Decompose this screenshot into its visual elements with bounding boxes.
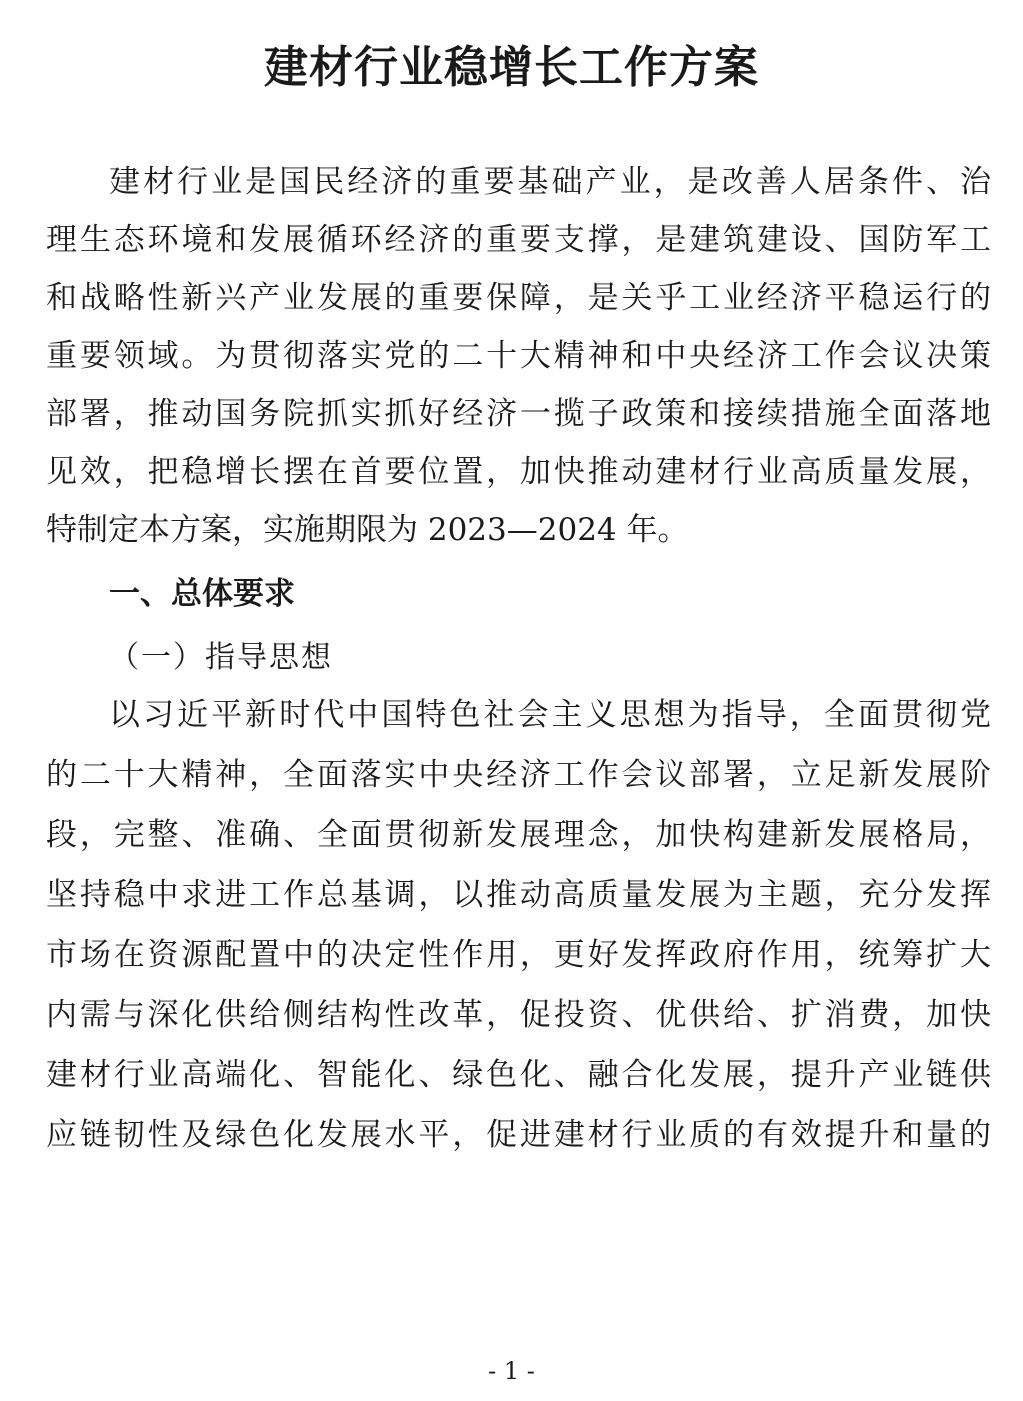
paragraph-line: 建材行业是国民经济的重要基础产业，是改善人居条件、治: [109, 164, 991, 200]
paragraph-line: 应链韧性及绿色化发展水平，促进建材行业质的有效提升和量的: [46, 1117, 991, 1153]
paragraph-line: 部署，推动国务院抓实抓好经济一揽子政策和接续措施全面落地: [46, 396, 991, 432]
paragraph-line: 重要领域。为贯彻落实党的二十大精神和中央经济工作会议决策: [46, 338, 991, 374]
page-number: - 1 -: [488, 1357, 535, 1385]
subsection-heading: （一）指导思想: [109, 640, 333, 675]
paragraph-line: 内需与深化供给侧结构性改革，促投资、优供给、扩消费，加快: [46, 997, 991, 1033]
paragraph-line: 建材行业高端化、智能化、绿色化、融合化发展，提升产业链供: [46, 1057, 991, 1093]
document-title: 建材行业稳增长工作方案: [264, 42, 759, 93]
paragraph-line: 坚持稳中求进工作总基调，以推动高质量发展为主题，充分发挥: [46, 877, 991, 913]
section-heading: 一、总体要求: [109, 576, 295, 612]
paragraph-line: 特制定本方案，实施期限为 2023—2024 年。: [46, 512, 689, 548]
paragraph-line: 以习近平新时代中国特色社会主义思想为指导，全面贯彻党: [109, 697, 991, 733]
paragraph-line: 和战略性新兴产业发展的重要保障，是关乎工业经济平稳运行的: [46, 280, 991, 316]
paragraph-line: 的二十大精神，全面落实中央经济工作会议部署，立足新发展阶: [46, 757, 991, 793]
paragraph-line: 理生态环境和发展循环经济的重要支撑，是建筑建设、国防军工: [46, 222, 991, 258]
paragraph-line: 见效，把稳增长摆在首要位置，加快推动建材行业高质量发展，: [46, 454, 991, 490]
paragraph-line: 市场在资源配置中的决定性作用，更好发挥政府作用，统筹扩大: [46, 937, 991, 973]
paragraph-line: 段，完整、准确、全面贯彻新发展理念，加快构建新发展格局，: [46, 817, 991, 853]
